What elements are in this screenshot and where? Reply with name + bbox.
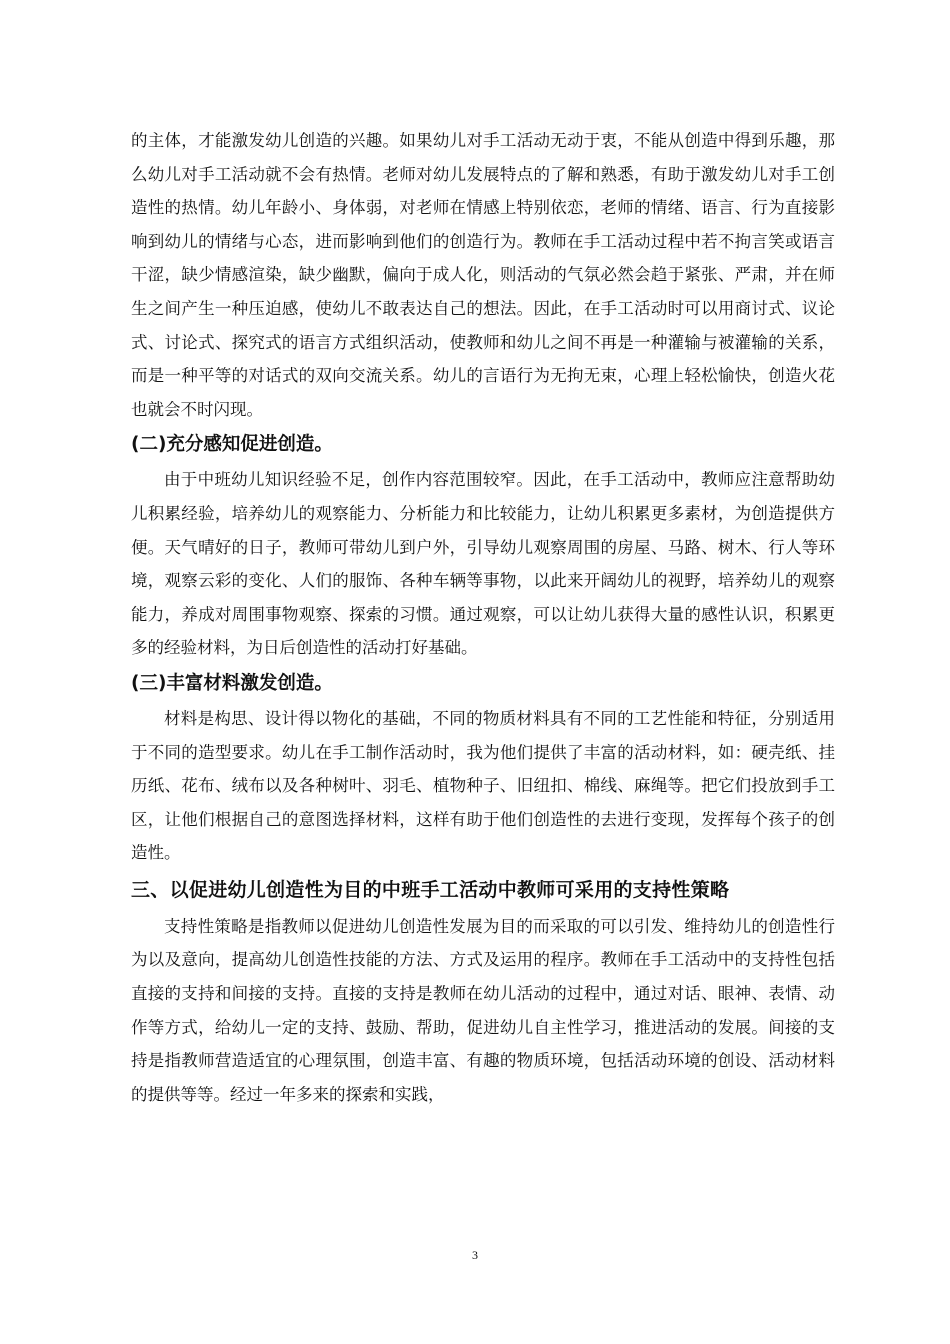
paragraph-4: 支持性策略是指教师以促进幼儿创造性发展为目的而采取的可以引发、维持幼儿的创造性行为以及意向，提高幼儿创造性技能的方法、方式及运用的程序。教师在手工活动中的支持性包括直接的支持和间接的支持。直接的支持是教师在幼儿活动的过程中，通过对话、眼神、表情、动作等方式，给幼儿一定的支持、鼓励、帮助，促进幼儿自主性学习，推进活动的发展。间接的支持是指教师营造适宜的心理氛围，创造丰富、有趣的物质环境，包括活动环境的创设、活动材料的提供等等。经过一年多来的探索和实践， — [131, 916, 835, 1104]
section-heading-3: 三、以促进幼儿创造性为目的中班手工活动中教师可采用的支持性策略 — [131, 878, 730, 901]
page-body — [131, 124, 835, 1111]
subheading-2: (二)充分感知促进创造。 — [131, 434, 333, 456]
subheading-3: (三)丰富材料激发创造。 — [131, 672, 333, 694]
paragraph-3: 材料是构思、设计得以物化的基础，不同的物质材料具有不同的工艺性能和特征，分别适用于不同的造型要求。幼儿在手工制作活动时，我为他们提供了丰富的活动材料，如：硬壳纸、挂历纸、花布、绒布以及各种树叶、羽毛、植物种子、旧纽扣、棉线、麻绳等。把它们投放到手工区，让他们根据自己的意图选择材料，这样有助于他们创造性的去进行变现，发挥每个孩子的创造性。 — [131, 708, 835, 863]
page-number: 3 — [472, 1248, 478, 1262]
paragraph-1: 的主体，才能激发幼儿创造的兴趣。如果幼儿对手工活动无动于衷，不能从创造中得到乐趣，那么幼儿对手工活动就不会有热情。老师对幼儿发展特点的了解和熟悉，有助于激发幼儿对手工创造性的热情。幼儿年龄小、身体弱，对老师在情感上特别依恋，老师的情绪、语言、行为直接影响到幼儿的情绪与心态，进而影响到他们的创造行为。教师在手工活动过程中若不拘言笑或语言干涩，缺少情感渲染，缺少幽默，偏向于成人化，则活动的气氛必然会趋于紧张、严肃，并在师生之间产生一种压迫感，使幼儿不敢表达自己的想法。因此，在手工活动时可以用商讨式、议论式、讨论式、探究式的语言方式组织活动，使教师和幼儿之间不再是一种灌输与被灌输的关系，而是一种平等的对话式的双向交流关系。幼儿的言语行为无拘无束，心理上轻松愉快，创造火花也就会不时闪现。 — [131, 131, 835, 419]
paragraph-2: 由于中班幼儿知识经验不足，创作内容范围较窄。因此，在手工活动中，教师应注意帮助幼儿积累经验，培养幼儿的观察能力、分析能力和比较能力，让幼儿积累更多素材，为创造提供方便。天气晴好的日子，教师可带幼儿到户外，引导幼儿观察周围的房屋、马路、树木、行人等环境，观察云彩的变化、人们的服饰、各种车辆等事物，以此来开阔幼儿的视野，培养幼儿的观察能力，养成对周围事物观察、探索的习惯。通过观察，可以让幼儿获得大量的感性认识，积累更多的经验材料，为日后创造性的活动打好基础。 — [131, 470, 835, 658]
